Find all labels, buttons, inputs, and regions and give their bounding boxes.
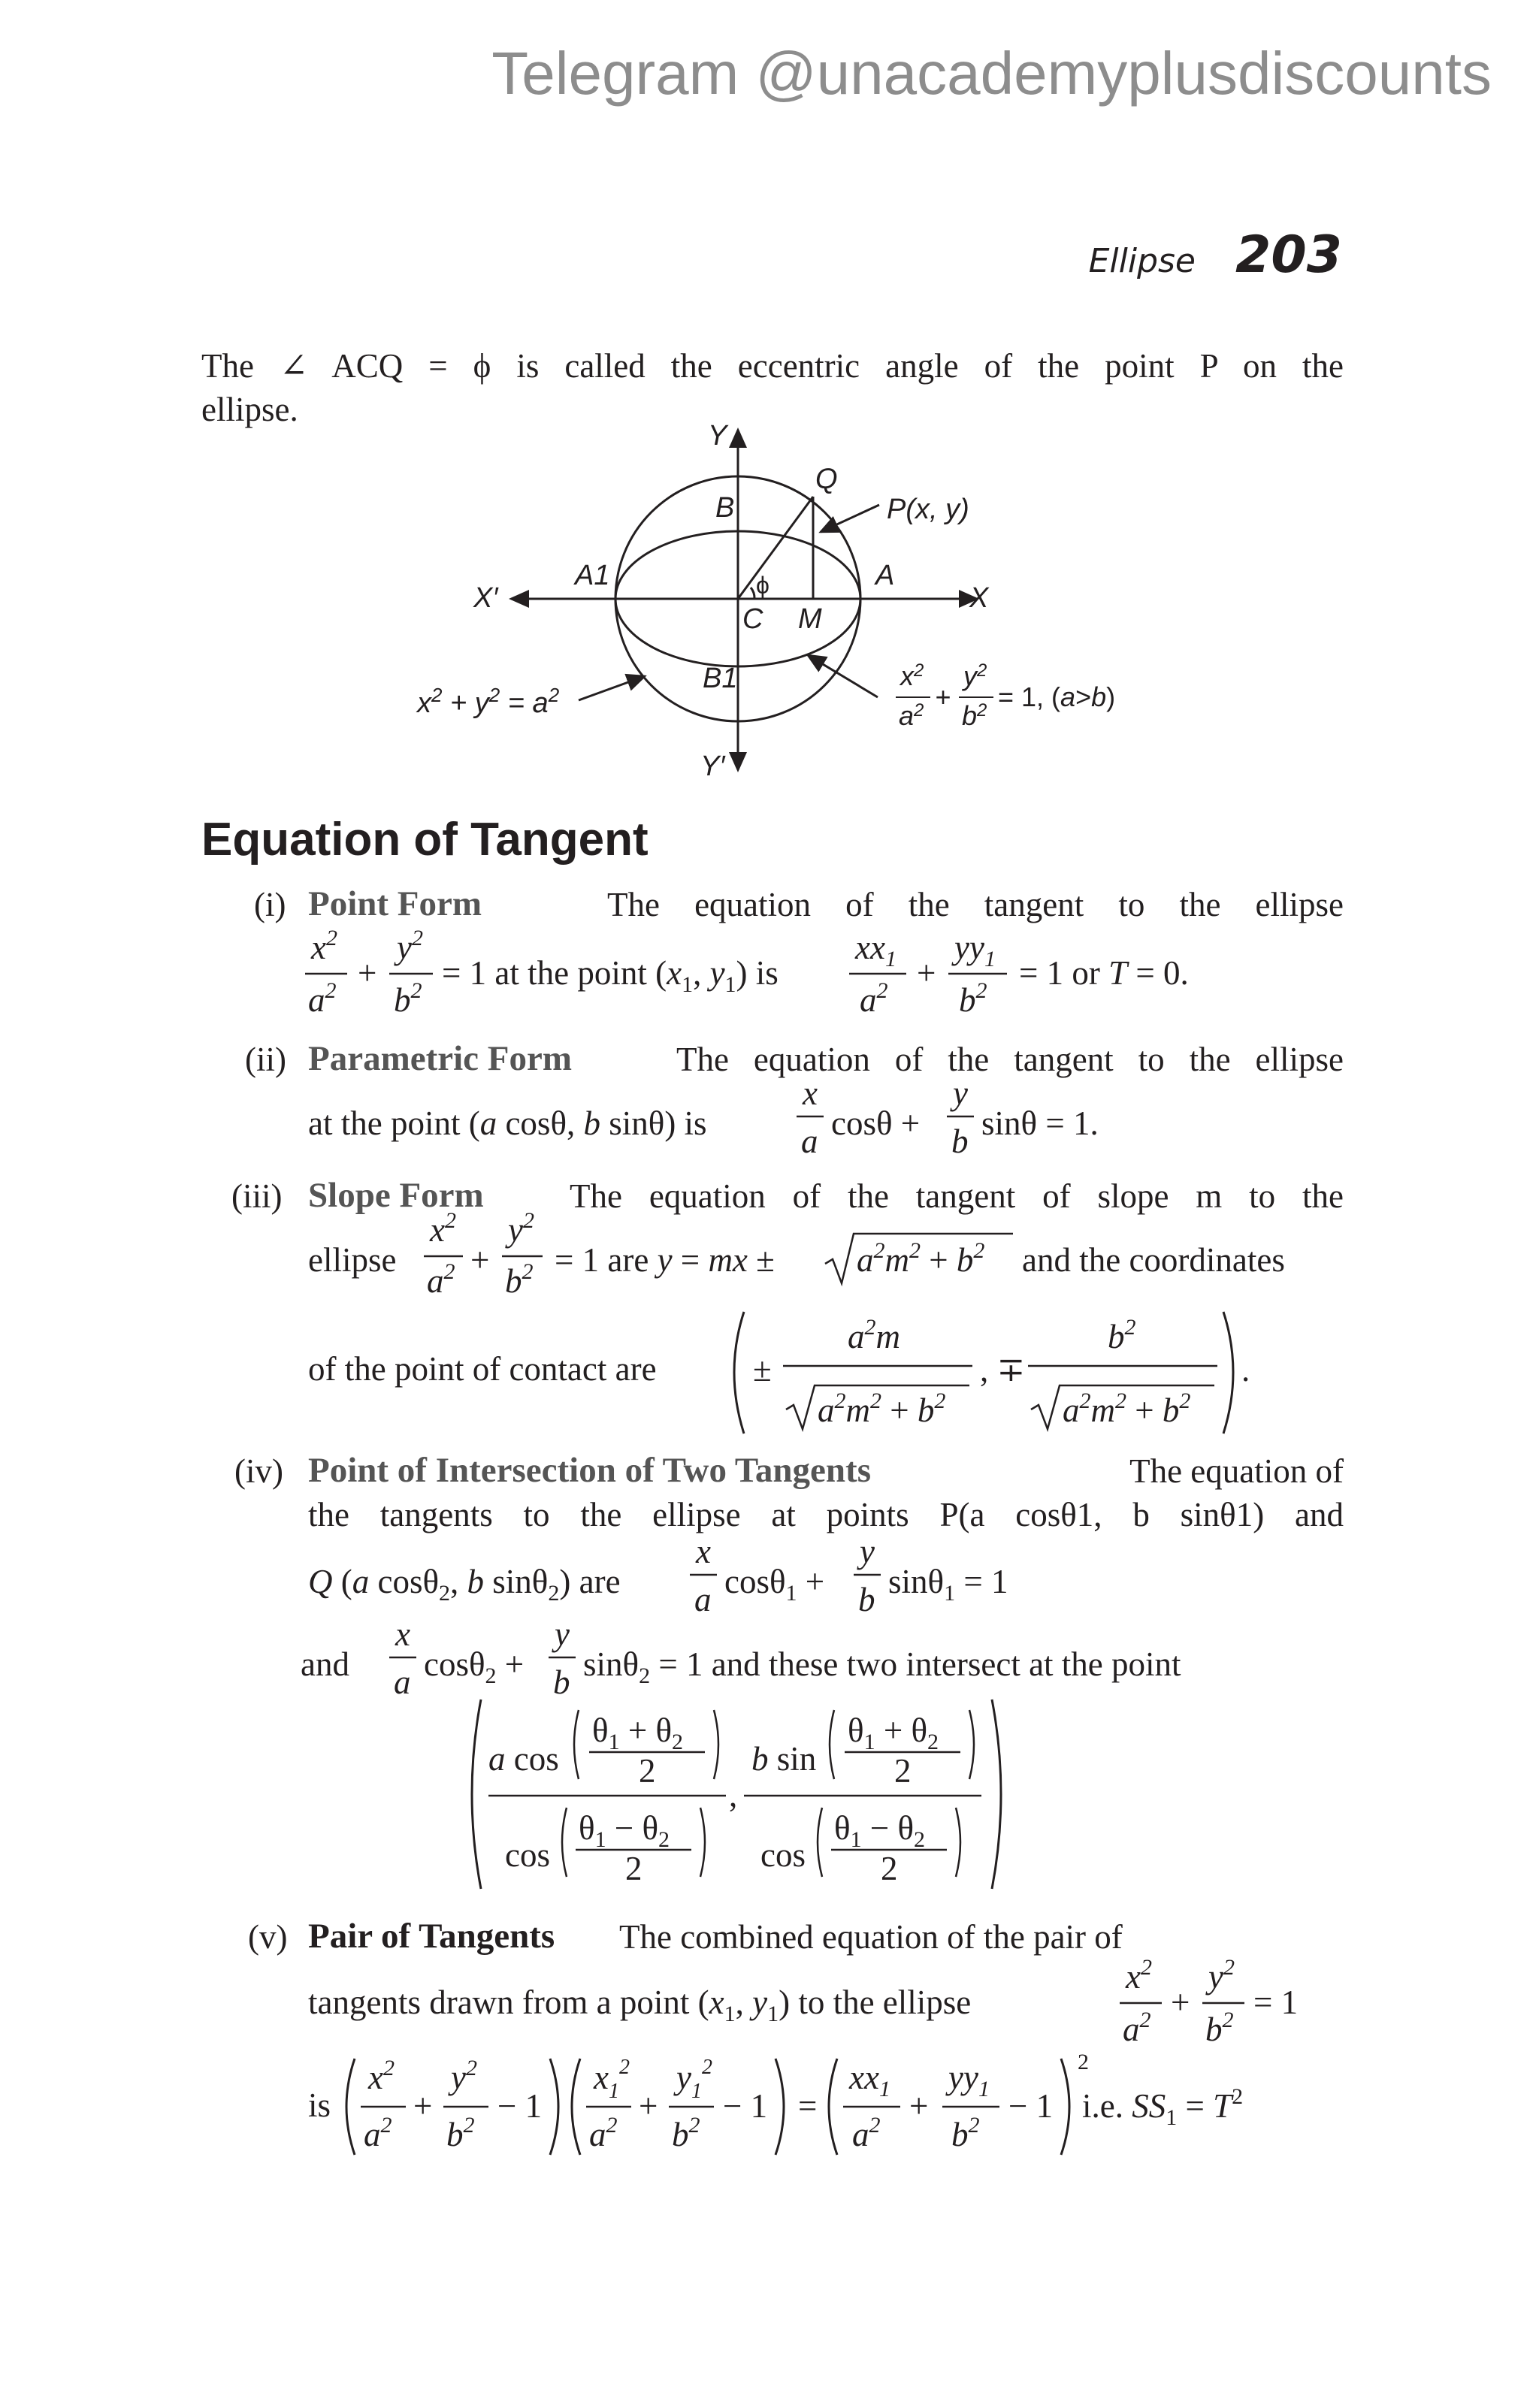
- svg-text:y12: $y_1^2$: [676, 2056, 712, 2103]
- item-1-number: (i): [254, 886, 286, 923]
- svg-text:x12: $x_1^2$: [594, 2056, 630, 2103]
- svg-text:b2: $b^2$: [951, 2113, 980, 2153]
- svg-text:a: a: [694, 1581, 712, 1618]
- running-head-title: Ellipse: [1088, 242, 1196, 280]
- svg-text:2: 2: [625, 1850, 643, 1887]
- svg-text:y: y: [953, 1074, 968, 1112]
- svg-text:±: ±: [753, 1351, 772, 1388]
- svg-text:x2: $x^2$: [900, 660, 924, 691]
- item-4-intersection-point: [466, 1695, 1007, 1898]
- svg-text:b2: $b^2$: [505, 1259, 534, 1300]
- svg-text:b2: $b^2$: [446, 2113, 475, 2153]
- svg-text:= 1: = 1: [1253, 1984, 1299, 2021]
- svg-text:y2: $y^2$: [963, 660, 987, 691]
- svg-text:− 1: − 1: [723, 2087, 768, 2125]
- label-phi: ϕ: [756, 572, 770, 599]
- svg-text:θ1 − θ2: $\theta_1 - \theta_2$: [579, 1809, 670, 1852]
- svg-text:x: x: [696, 1533, 711, 1570]
- svg-text:θ1 + θ2: $\theta_1 + \theta_2$: [592, 1712, 683, 1754]
- svg-text:2: 2: [1078, 2050, 1089, 2074]
- svg-text:= 1 are y = mx ±: = 1 are y = mx ±: [555, 1241, 775, 1279]
- svg-text:,: ,: [729, 1776, 738, 1814]
- svg-text:sinθ1 = 1: sinθ$_1$ = 1: [888, 1563, 1008, 1606]
- item-4-text-2: the tangents to the ellipse at points P(a cosθ1, b sinθ1) and: [308, 1496, 1344, 1533]
- svg-text:Q (a cosθ2, b sinθ2) are: Q (a cosθ$_2$, b sinθ$_2$) are: [308, 1563, 621, 1606]
- svg-text:+: +: [413, 2087, 433, 2125]
- svg-text:b2: $b^2$: [394, 978, 422, 1019]
- svg-text:+: +: [917, 954, 936, 992]
- intro-line-1: The ∠ ACQ = ϕ is called the eccentric angle of the point P on the: [201, 347, 1344, 385]
- item-4-label: Point of Intersection of Two Tangents: [308, 1451, 871, 1490]
- svg-text:a2m: $a^2m$: [848, 1315, 900, 1355]
- svg-text:a2m2 + b2: $a^2m^2 + b^2$: [1063, 1388, 1191, 1429]
- svg-text:and: and: [301, 1645, 349, 1683]
- item-4-text-1: The equation of: [1129, 1452, 1344, 1490]
- line-cq: [738, 497, 813, 599]
- svg-text:=: =: [798, 2087, 818, 2125]
- svg-text:.: .: [1241, 1351, 1250, 1388]
- svg-text:xx1: $xx_1$: [849, 2059, 890, 2101]
- svg-text:b: b: [858, 1581, 875, 1618]
- item-5-label: Pair of Tangents: [308, 1917, 555, 1956]
- svg-text:x2: $x^2$: [311, 926, 337, 966]
- svg-text:= 1 or T = 0.: = 1 or T = 0.: [1019, 954, 1189, 992]
- label-m: M: [798, 603, 822, 635]
- svg-text:a2: $a^2$: [852, 2113, 881, 2153]
- svg-text:, ∓: , ∓: [980, 1351, 1026, 1388]
- item-3-formula-line: [301, 1211, 1353, 1301]
- svg-text:y2: $y^2$: [397, 926, 423, 966]
- svg-text:cosθ2 +: cosθ$_2$ +: [424, 1645, 525, 1688]
- svg-text:sinθ2 = 1 and these two inters: sinθ$_2$ = 1 and these two intersect at the point: [583, 1645, 1181, 1688]
- svg-text:b: b: [951, 1122, 969, 1160]
- svg-text:y: y: [860, 1533, 875, 1570]
- label-x: X: [969, 582, 989, 614]
- svg-text:sinθ = 1.: sinθ = 1.: [981, 1104, 1099, 1142]
- svg-text:cos: cos: [760, 1836, 806, 1874]
- svg-text:cos: cos: [505, 1836, 550, 1874]
- svg-text:y2: $y^2$: [508, 1211, 534, 1249]
- svg-text:y2: $y^2$: [1208, 1955, 1235, 1996]
- ellipse-figure: [406, 421, 1157, 789]
- svg-text:a2: $a^2$: [860, 978, 888, 1019]
- item-1-label: Point Form: [308, 884, 482, 923]
- item-4-formula-q: [301, 1533, 1127, 1623]
- svg-text:b2: $b^2$: [1108, 1315, 1136, 1355]
- label-q: Q: [815, 464, 838, 495]
- ellipse-equation: [896, 660, 1115, 731]
- svg-text:x2: $x^2$: [430, 1211, 456, 1249]
- svg-text:θ1 + θ2: $\theta_1 + \theta_2$: [848, 1712, 939, 1754]
- svg-text:a2: $a^2$: [308, 978, 337, 1019]
- item-3-contact-point: [721, 1304, 1262, 1440]
- item-5-number: (v): [248, 1918, 288, 1956]
- svg-text:x: x: [803, 1074, 818, 1112]
- item-1-formula: [301, 924, 1277, 1022]
- svg-text:y2: $y^2$: [451, 2056, 477, 2096]
- svg-text:yy1: $yy_1$: [954, 929, 996, 971]
- label-y-prime: Y′: [700, 751, 725, 782]
- label-p: P(x, y): [887, 494, 969, 525]
- svg-text:a: a: [801, 1122, 818, 1160]
- svg-text:xx1: $xx_1$: [855, 929, 896, 971]
- svg-text:b2: $b^2$: [672, 2113, 700, 2153]
- svg-text:+: +: [935, 681, 951, 712]
- intro-line-2: ellipse.: [201, 391, 298, 428]
- section-heading: Equation of Tangent: [201, 814, 649, 866]
- item-5-text-1: The combined equation of the pair of: [619, 1918, 1123, 1956]
- svg-text:i.e. SS1 = T2: i.e. $SS_1 = T^2$: [1082, 2084, 1244, 2130]
- svg-text:+: +: [1171, 1984, 1190, 2021]
- svg-text:a cos: a cos: [488, 1740, 559, 1778]
- svg-text:a2: $a^2$: [364, 2113, 392, 2153]
- svg-text:+: +: [470, 1241, 490, 1279]
- svg-text:a2: $a^2$: [427, 1259, 455, 1300]
- item-5-combined-equation: [338, 2044, 1165, 2164]
- item-2-label: Parametric Form: [308, 1039, 572, 1078]
- item-2-text-1: The equation of the tangent to the ellipse: [676, 1041, 1344, 1078]
- svg-text:ellipse: ellipse: [308, 1241, 397, 1279]
- svg-text:tangents drawn from a point (x: tangents drawn from a point ($x_1$, $y_1$) to the ellipse: [308, 1984, 972, 2026]
- watermark: Telegram @unacademyplusdiscounts: [491, 40, 1492, 107]
- svg-text:a2m2 + b2: $a^2m^2 + b^2$: [818, 1388, 946, 1429]
- circle-equation: $x^2 + y^2 = a^2$: [417, 684, 560, 719]
- label-b1: B1: [703, 663, 738, 694]
- svg-text:cosθ +: cosθ +: [831, 1104, 921, 1142]
- svg-text:2: 2: [639, 1752, 656, 1790]
- svg-text:and the coordinates: and the coordinates: [1022, 1241, 1285, 1279]
- label-y: Y: [708, 421, 727, 452]
- label-a: A: [875, 560, 895, 591]
- svg-text:y: y: [555, 1615, 570, 1653]
- svg-text:a: a: [394, 1663, 411, 1701]
- label-x-prime: X′: [473, 582, 498, 614]
- item-5-formula-line: [301, 1953, 1353, 2051]
- svg-text:b2: $b^2$: [1205, 2008, 1234, 2048]
- svg-text:2: 2: [894, 1752, 912, 1790]
- svg-text:θ1 − θ2: $\theta_1 - \theta_2$: [834, 1809, 925, 1852]
- svg-text:a2: $a^2$: [899, 700, 924, 731]
- arrow-circle: [579, 676, 645, 700]
- svg-text:cosθ1 +: cosθ$_1$ +: [724, 1563, 825, 1606]
- label-a1: A1: [575, 560, 610, 591]
- svg-text:a2m2 + b2: $a^2m^2 + b^2$: [857, 1238, 985, 1279]
- svg-text:x: x: [395, 1615, 410, 1653]
- item-2-number: (ii): [245, 1041, 286, 1078]
- svg-text:= 1 at the point (x1, y1) is: = 1 at the point ($x_1$, $y_1$) is: [442, 954, 779, 997]
- label-b: B: [715, 492, 735, 524]
- angle-arc: [751, 588, 754, 599]
- svg-text:b2: $b^2$: [962, 700, 987, 731]
- svg-text:a2: $a^2$: [1123, 2008, 1151, 2048]
- item-1-text-1: The equation of the tangent to the ellipse: [607, 886, 1344, 923]
- item-4-formula-and: [301, 1615, 1353, 1706]
- item-5-result: [1082, 2059, 1353, 2134]
- item-3-label: Slope Form: [308, 1176, 484, 1215]
- svg-text:x2: $x^2$: [1126, 1955, 1152, 1996]
- svg-text:− 1: − 1: [1008, 2087, 1054, 2125]
- svg-text:x2: $x^2$: [368, 2056, 395, 2096]
- svg-text:+: +: [358, 954, 377, 992]
- svg-text:+: +: [909, 2087, 929, 2125]
- svg-text:at the point (a cosθ, b sinθ): at the point (a cosθ, b sinθ) is: [308, 1104, 707, 1142]
- page-number: 203: [1235, 225, 1342, 285]
- svg-text:b: b: [553, 1663, 570, 1701]
- item-3-text-3: of the point of contact are: [308, 1350, 657, 1388]
- item-3-text-1: The equation of the tangent of slope m to the: [570, 1177, 1344, 1215]
- item-5-text-3: is: [308, 2086, 331, 2124]
- item-3-number: (iii): [231, 1177, 283, 1215]
- svg-text:= 1, (a>b): = 1, (a>b): [998, 681, 1116, 712]
- item-2-formula: [301, 1074, 1202, 1165]
- svg-text:b sin: b sin: [751, 1740, 817, 1778]
- svg-text:a2: $a^2$: [589, 2113, 618, 2153]
- item-4-number: (iv): [234, 1452, 283, 1490]
- svg-text:− 1: − 1: [497, 2087, 543, 2125]
- svg-text:+: +: [639, 2087, 658, 2125]
- svg-text:b2: $b^2$: [959, 978, 987, 1019]
- label-c: C: [742, 603, 763, 635]
- svg-text:2: 2: [881, 1850, 898, 1887]
- svg-text:yy1: $yy_1$: [948, 2059, 990, 2101]
